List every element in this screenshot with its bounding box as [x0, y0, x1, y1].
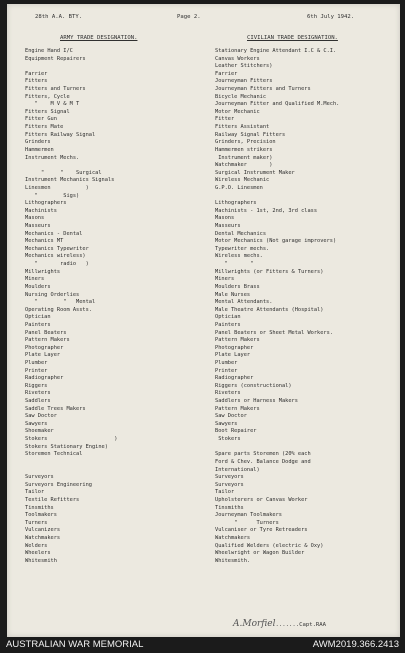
army-trade-line: Mechanics - Dental	[25, 230, 83, 237]
army-trade-line: Linesmen )	[25, 184, 89, 191]
army-trade-line: Moulders	[25, 283, 51, 290]
civilian-trade-line: Journeyman Fitter and Qualified M.Mech.	[215, 101, 340, 108]
army-trade-line: Mechanics Typewriter	[25, 245, 89, 252]
army-trade-line: Watchmakers	[25, 535, 61, 541]
army-trade-line: Fitters and Turners	[25, 86, 86, 93]
civilian-trade-line: Painters	[215, 321, 241, 328]
army-trade-line: Turners	[25, 519, 48, 526]
army-trade-line: Nursing Orderlies	[25, 291, 80, 298]
document-page	[7, 4, 400, 637]
civilian-trade-line: Typewriter mechs.	[215, 245, 270, 252]
army-trade-line: Surveyors	[25, 474, 54, 481]
army-trade-line: Textile Refitters	[25, 496, 80, 503]
army-trade-line: Radiographer	[25, 375, 64, 382]
civilian-trade-line: Surveyors	[215, 481, 244, 488]
civilian-trade-line: Fitter	[215, 116, 235, 123]
army-trade-line: Instrument Mechanics Signals	[25, 177, 115, 184]
signature-rank: Capt.RAA	[299, 622, 327, 628]
civilian-trade-line: Male Nurses	[215, 291, 251, 298]
army-trade-line: Saddle Trees Makers	[25, 405, 86, 412]
civilian-trade-line: Watchmaker )	[215, 162, 273, 169]
army-trade-line: Surveyors Engineering	[25, 481, 92, 488]
army-trade-line: Mechanics wireless)	[25, 253, 86, 260]
handwritten-signature: A.Morfiel	[233, 619, 276, 629]
army-trade-line: Riggers	[25, 382, 48, 389]
civilian-trade-line: Spare parts Storemen (20% each	[215, 451, 311, 458]
army-trade-line: " " Mental	[25, 299, 96, 306]
army-trade-line: Millwrights	[25, 268, 61, 275]
civilian-trade-line: Watchmakers	[215, 535, 251, 541]
army-trade-line: Photographer	[25, 344, 64, 351]
army-trade-line: Masons	[25, 215, 45, 222]
army-trade-line: Wheelers	[25, 550, 51, 557]
civilian-trade-line: Motor Mechanic	[215, 108, 260, 115]
civilian-trade-line: Tailor	[215, 489, 235, 496]
army-trade-line: Mechanics MT	[25, 238, 64, 245]
army-trade-line: Saw Doctor	[25, 413, 57, 420]
army-trade-line: Fitter Gun	[25, 116, 57, 123]
civilian-trade-line: Tinsmiths	[215, 504, 244, 511]
civilian-trade-line: Wheelwright or Wagon Builder	[215, 550, 305, 557]
civilian-trade-line: Journeyman Toolmakers	[215, 512, 282, 519]
army-trade-line: Welders	[25, 542, 48, 549]
army-trade-line	[25, 63, 210, 71]
civilian-trade-line: Upholsterers or Canvas Worker	[215, 496, 308, 503]
civilian-trade-line: Canvas Workers	[215, 55, 260, 62]
civilian-trade-line: Male Theatre Attendants (Hospital)	[215, 306, 324, 313]
army-trade-line: Sawyers	[25, 420, 48, 427]
civilian-trade-line: " "	[215, 261, 254, 268]
civilian-trade-line: Journeyman Fitters	[215, 78, 273, 85]
army-trade-line: Shoemaker	[25, 428, 54, 435]
army-trade-line: Masseurs	[25, 223, 51, 230]
civilian-trade-line: Bicycle Mechanic	[215, 93, 267, 100]
civilian-trade-line: Qualified Welders (electric & Oxy)	[215, 542, 324, 549]
civilian-trade-line: Miners	[215, 276, 235, 283]
army-trade-line: " M V & M T	[25, 101, 80, 108]
army-trade-line: Fitters Mate	[25, 124, 64, 131]
army-trade-line: Equipment Repairers	[25, 55, 86, 62]
army-trade-line: Storemen Technical	[25, 451, 83, 458]
civilian-trade-line: Riveters	[215, 390, 241, 397]
army-trade-line: Optician	[25, 314, 51, 321]
army-trade-line: Vulcanizers	[25, 527, 61, 534]
civilian-trade-line: Journeyman Fitters and Turners	[215, 86, 311, 93]
civilian-trade-line: Masons	[215, 215, 235, 222]
army-trade-line: Farrier	[25, 70, 48, 77]
civilian-trade-line: Lithographers	[215, 200, 257, 207]
archive-reference: AWM2019.366.2413	[312, 639, 399, 650]
civilian-trade-line: Mental Attendants.	[215, 299, 273, 306]
army-trade-line: Painters	[25, 321, 51, 328]
civilian-trade-line: Instrument maker)	[215, 154, 273, 161]
civilian-trade-line: Optician	[215, 314, 241, 321]
army-trade-line: Miners	[25, 276, 45, 283]
army-trade-line: Operating Room Assts.	[25, 306, 92, 313]
army-trade-line	[25, 162, 210, 170]
civilian-trade-line: Saddlers or Harness Makers	[215, 398, 298, 405]
civilian-trade-line: Dental Mechanics	[215, 230, 267, 237]
army-trade-line: Grinders	[25, 139, 51, 146]
civilian-trade-line: Boot Repairer	[215, 428, 257, 435]
civilian-trade-line: Masseurs	[215, 223, 241, 230]
army-trade-line: Machinists	[25, 207, 57, 214]
civilian-trade-line: " Turners	[215, 519, 279, 526]
civilian-trade-line: Whitesmith.	[215, 557, 251, 564]
civilian-trade-line: Radiographer	[215, 375, 254, 382]
civilian-trade-line: Stokers	[215, 436, 241, 443]
army-trade-line: Riveters	[25, 390, 51, 397]
civilian-trade-line: Wireless mechs.	[215, 253, 263, 260]
army-trade-list	[25, 48, 210, 565]
army-trade-line: Fitters Railway Signal	[25, 131, 96, 138]
army-column-title: ARMY TRADE DESIGNATION.	[60, 35, 138, 41]
civilian-trade-line: Machinists - 1st, 2nd, 3rd class	[215, 207, 318, 214]
civilian-trade-line: Pattern Makers	[215, 405, 260, 412]
archive-footer	[0, 637, 405, 653]
civilian-trade-line: Pattern Makers	[215, 337, 260, 344]
army-trade-line: Fitters, Cycle	[25, 93, 70, 100]
document-date: 6th July 1942.	[307, 14, 355, 20]
civilian-trade-line: Millwrights (or Fitters & Turners)	[215, 268, 324, 275]
army-trade-line: Fitters	[25, 78, 48, 85]
civilian-trade-line	[215, 444, 400, 452]
army-trade-line	[25, 467, 210, 475]
army-trade-line: Instrument Mechs.	[25, 154, 80, 161]
army-trade-line: Stokers Stationary Engine)	[25, 443, 108, 450]
civilian-trade-list	[215, 48, 400, 565]
army-trade-line: Saddlers	[25, 398, 51, 405]
civilian-trade-line	[215, 193, 400, 201]
army-trade-line: Lithographers	[25, 200, 67, 207]
civilian-trade-line: Ford & Chev. Balance Dodge and	[215, 458, 311, 465]
civilian-trade-line: Saw Doctor	[215, 413, 247, 420]
army-trade-line: Fitters Signal	[25, 108, 70, 115]
civilian-trade-line: Riggers (constructional)	[215, 382, 292, 389]
civilian-trade-line: Panel Beaters or Sheet Metal Workers.	[215, 329, 333, 336]
army-trade-line: Panel Beaters	[25, 329, 67, 336]
army-trade-line: Tailor	[25, 489, 45, 496]
army-trade-line: Pattern Makers	[25, 337, 70, 344]
civilian-trade-line: Photographer	[215, 344, 254, 351]
civilian-trade-line: Sawyers	[215, 420, 238, 427]
army-trade-line	[25, 459, 210, 467]
army-trade-line: Plate Layer	[25, 352, 61, 359]
army-trade-line: Whitesmith	[25, 557, 57, 564]
unit-heading: 28th A.A. BTY.	[35, 14, 83, 20]
civilian-trade-line: Plate Layer	[215, 352, 251, 359]
army-trade-line: Engine Hand I/C	[25, 48, 73, 54]
army-trade-line: Printer	[25, 367, 48, 374]
army-trade-line: " radio )	[25, 261, 89, 268]
civilian-column-title: CIVILIAN TRADE DESIGNATION.	[247, 35, 338, 41]
signature-block: A.Morfiel.......Capt.RAA	[233, 619, 327, 629]
civilian-trade-line: Plumber	[215, 359, 238, 366]
army-trade-line: Hammermen	[25, 146, 54, 153]
army-trade-line: Stokers )	[25, 436, 118, 443]
civilian-trade-line: Surgical Instrument Maker	[215, 169, 295, 176]
civilian-trade-line: Railway Signal Fitters	[215, 131, 286, 138]
civilian-trade-line: Grinders, Precision	[215, 139, 276, 146]
civilian-trade-line: Moulders Brass	[215, 283, 260, 290]
civilian-trade-line: Stationary Engine Attendant I.C & C.I.	[215, 48, 337, 54]
army-trade-line: " " Surgical	[25, 169, 102, 176]
civilian-trade-line: Wireless Mechanic	[215, 177, 270, 184]
archive-name: AUSTRALIAN WAR MEMORIAL	[6, 639, 144, 650]
civilian-trade-line: Farrier	[215, 70, 238, 77]
army-trade-line: Plumber	[25, 359, 48, 366]
civilian-trade-line: Motor Mechanics (Not garage improvers)	[215, 238, 337, 245]
civilian-trade-line: Fitters Assistant	[215, 124, 270, 131]
civilian-trade-line: Printer	[215, 367, 238, 374]
civilian-trade-line: Surveyors	[215, 474, 244, 481]
civilian-trade-line: Hammermen strikers	[215, 146, 273, 153]
civilian-trade-line: G.P.O. Linesmen	[215, 184, 263, 191]
civilian-trade-line: Vulcaniser or Tyre Retreaders	[215, 527, 308, 534]
army-trade-line: " Sigs)	[25, 192, 80, 199]
page-number: Page 2.	[177, 14, 201, 20]
army-trade-line: Tinsmiths	[25, 504, 54, 511]
civilian-trade-line: International)	[215, 466, 260, 473]
army-trade-line: Toolmakers	[25, 512, 57, 519]
civilian-trade-line: Leather Stitchers)	[215, 63, 273, 70]
